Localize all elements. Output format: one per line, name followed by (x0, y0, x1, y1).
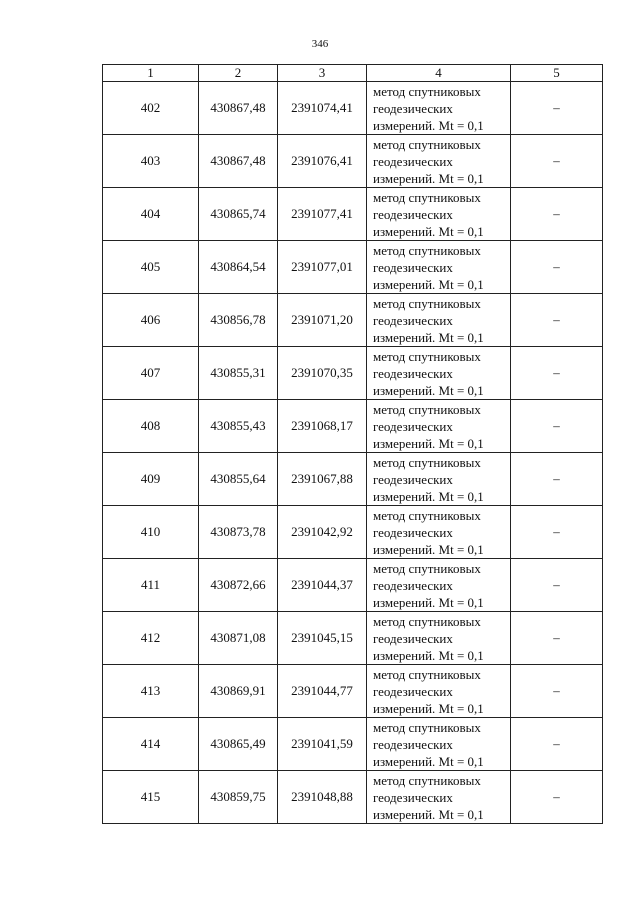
method-cell (367, 771, 511, 824)
point-number-cell: 414 (103, 718, 199, 771)
table-row (103, 294, 603, 347)
method-text-line-1: метод спутниковых (373, 507, 481, 523)
method-text-line-1: метод спутниковых (373, 454, 481, 470)
y-coordinate-cell: 2391048,88 (278, 771, 367, 824)
method-text-line-3: измерений. Mt = 0,1 (373, 170, 484, 186)
point-number-cell: 407 (103, 347, 199, 400)
method-text-line-3: измерений. Mt = 0,1 (373, 806, 484, 822)
x-coordinate-cell: 430855,43 (199, 400, 278, 453)
method-text-line-2: геодезических (373, 577, 453, 593)
method-cell (367, 294, 511, 347)
table-row (103, 559, 603, 612)
x-coordinate-cell: 430855,64 (199, 453, 278, 506)
method-cell (367, 188, 511, 241)
method-text-line-2: геодезических (373, 736, 453, 752)
table-row (103, 612, 603, 665)
column-header-4: 4 (367, 65, 511, 82)
table-row (103, 718, 603, 771)
method-text-line-2: геодезических (373, 524, 453, 540)
x-coordinate-cell: 430867,48 (199, 135, 278, 188)
method-text-line-2: геодезических (373, 683, 453, 699)
column-header-2: 2 (199, 65, 278, 82)
table-row (103, 400, 603, 453)
method-text-line-2: геодезических (373, 100, 453, 116)
y-coordinate-cell: 2391041,59 (278, 718, 367, 771)
y-coordinate-cell: 2391045,15 (278, 612, 367, 665)
column-5-cell: – (511, 612, 603, 665)
column-5-cell: – (511, 718, 603, 771)
point-number-cell: 410 (103, 506, 199, 559)
table-row (103, 82, 603, 135)
method-text-line-3: измерений. Mt = 0,1 (373, 276, 484, 292)
method-cell (367, 612, 511, 665)
table-row (103, 771, 603, 824)
method-cell (367, 718, 511, 771)
method-text-line-2: геодезических (373, 312, 453, 328)
point-number-cell: 409 (103, 453, 199, 506)
y-coordinate-cell: 2391070,35 (278, 347, 367, 400)
method-text-line-1: метод спутниковых (373, 401, 481, 417)
method-text-line-3: измерений. Mt = 0,1 (373, 117, 484, 133)
y-coordinate-cell: 2391044,77 (278, 665, 367, 718)
method-text-line-3: измерений. Mt = 0,1 (373, 223, 484, 239)
table-row (103, 347, 603, 400)
method-text-line-2: геодезических (373, 471, 453, 487)
x-coordinate-cell: 430865,49 (199, 718, 278, 771)
method-text-line-1: метод спутниковых (373, 772, 481, 788)
column-header-3: 3 (278, 65, 367, 82)
header-row (103, 65, 603, 82)
method-text-line-2: геодезических (373, 259, 453, 275)
x-coordinate-cell: 430865,74 (199, 188, 278, 241)
method-text-line-3: измерений. Mt = 0,1 (373, 594, 484, 610)
method-text-line-1: метод спутниковых (373, 136, 481, 152)
method-text-line-2: геодезических (373, 789, 453, 805)
method-text-line-3: измерений. Mt = 0,1 (373, 488, 484, 504)
table-row (103, 506, 603, 559)
column-header-1: 1 (103, 65, 199, 82)
point-number-cell: 403 (103, 135, 199, 188)
method-cell (367, 559, 511, 612)
method-cell (367, 506, 511, 559)
x-coordinate-cell: 430869,91 (199, 665, 278, 718)
x-coordinate-cell: 430873,78 (199, 506, 278, 559)
x-coordinate-cell: 430867,48 (199, 82, 278, 135)
y-coordinate-cell: 2391067,88 (278, 453, 367, 506)
y-coordinate-cell: 2391044,37 (278, 559, 367, 612)
point-number-cell: 408 (103, 400, 199, 453)
column-5-cell: – (511, 241, 603, 294)
x-coordinate-cell: 430856,78 (199, 294, 278, 347)
point-number-cell: 405 (103, 241, 199, 294)
point-number-cell: 402 (103, 82, 199, 135)
column-5-cell: – (511, 665, 603, 718)
table-row (103, 665, 603, 718)
method-text-line-3: измерений. Mt = 0,1 (373, 647, 484, 663)
method-text-line-2: геодезических (373, 153, 453, 169)
method-cell (367, 453, 511, 506)
method-text-line-1: метод спутниковых (373, 83, 481, 99)
point-number-cell: 415 (103, 771, 199, 824)
method-text-line-2: геодезических (373, 630, 453, 646)
method-cell (367, 135, 511, 188)
method-text-line-3: измерений. Mt = 0,1 (373, 753, 484, 769)
column-5-cell: – (511, 771, 603, 824)
table-row (103, 241, 603, 294)
method-text-line-3: измерений. Mt = 0,1 (373, 382, 484, 398)
method-text-line-3: измерений. Mt = 0,1 (373, 435, 484, 451)
method-text-line-1: метод спутниковых (373, 189, 481, 205)
column-5-cell: – (511, 135, 603, 188)
method-text-line-1: метод спутниковых (373, 719, 481, 735)
column-5-cell: – (511, 559, 603, 612)
method-text-line-2: геодезических (373, 418, 453, 434)
y-coordinate-cell: 2391077,41 (278, 188, 367, 241)
column-5-cell: – (511, 82, 603, 135)
method-text-line-2: геодезических (373, 365, 453, 381)
table-row (103, 135, 603, 188)
y-coordinate-cell: 2391077,01 (278, 241, 367, 294)
column-5-cell: – (511, 453, 603, 506)
y-coordinate-cell: 2391071,20 (278, 294, 367, 347)
method-text-line-1: метод спутниковых (373, 348, 481, 364)
column-5-cell: – (511, 400, 603, 453)
y-coordinate-cell: 2391068,17 (278, 400, 367, 453)
method-text-line-3: измерений. Mt = 0,1 (373, 700, 484, 716)
method-text-line-1: метод спутниковых (373, 242, 481, 258)
point-number-cell: 406 (103, 294, 199, 347)
method-cell (367, 400, 511, 453)
table-row (103, 453, 603, 506)
x-coordinate-cell: 430864,54 (199, 241, 278, 294)
x-coordinate-cell: 430859,75 (199, 771, 278, 824)
x-coordinate-cell: 430871,08 (199, 612, 278, 665)
method-text-line-1: метод спутниковых (373, 666, 481, 682)
method-text-line-1: метод спутниковых (373, 295, 481, 311)
coordinates-table (102, 64, 603, 824)
method-text-line-3: измерений. Mt = 0,1 (373, 329, 484, 345)
page-number: 346 (311, 38, 329, 50)
method-text-line-1: метод спутниковых (373, 560, 481, 576)
method-text-line-3: измерений. Mt = 0,1 (373, 541, 484, 557)
method-cell (367, 241, 511, 294)
point-number-cell: 412 (103, 612, 199, 665)
column-5-cell: – (511, 506, 603, 559)
point-number-cell: 413 (103, 665, 199, 718)
method-cell (367, 347, 511, 400)
table-row (103, 188, 603, 241)
method-text-line-2: геодезических (373, 206, 453, 222)
method-cell (367, 82, 511, 135)
x-coordinate-cell: 430872,66 (199, 559, 278, 612)
column-header-5: 5 (511, 65, 603, 82)
method-cell (367, 665, 511, 718)
y-coordinate-cell: 2391042,92 (278, 506, 367, 559)
y-coordinate-cell: 2391076,41 (278, 135, 367, 188)
x-coordinate-cell: 430855,31 (199, 347, 278, 400)
column-5-cell: – (511, 347, 603, 400)
point-number-cell: 404 (103, 188, 199, 241)
column-5-cell: – (511, 188, 603, 241)
point-number-cell: 411 (103, 559, 199, 612)
method-text-line-1: метод спутниковых (373, 613, 481, 629)
column-5-cell: – (511, 294, 603, 347)
y-coordinate-cell: 2391074,41 (278, 82, 367, 135)
